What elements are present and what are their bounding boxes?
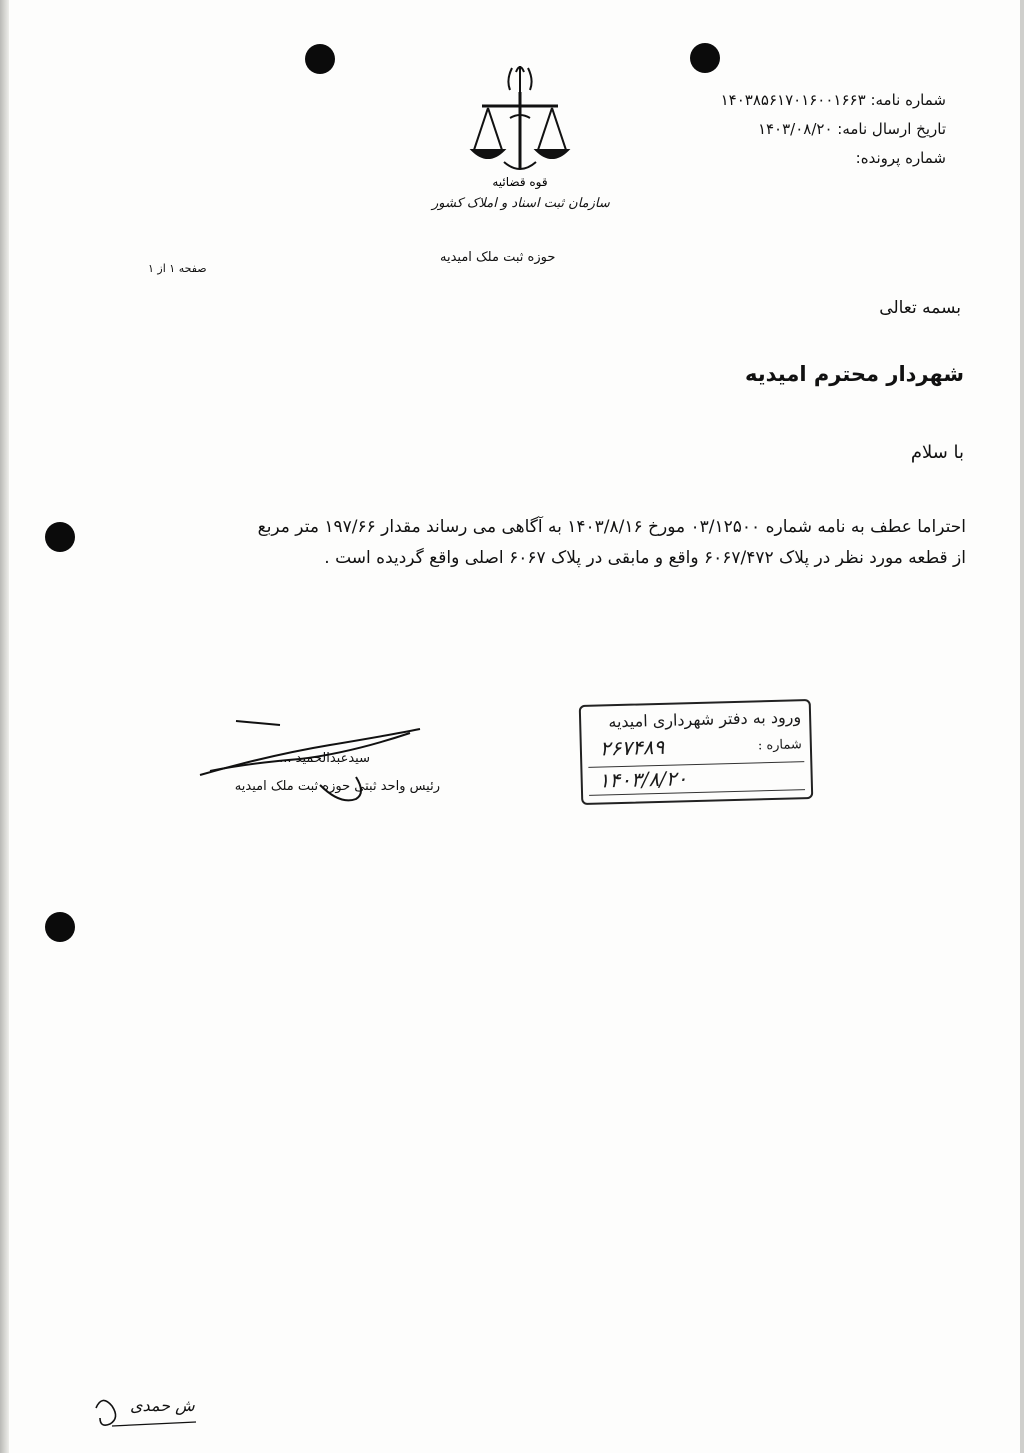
punch-hole [690,43,720,73]
stamp-number-label: شماره : [757,737,803,754]
letter-number-row [721,86,946,115]
judiciary-label: قوه قضائیه [492,175,548,189]
punch-hole [45,912,75,942]
page-indicator: صفحه ۱ از ۱ [148,262,207,275]
judiciary-emblem-icon [460,58,580,218]
file-number-row [721,144,946,173]
punch-hole [45,522,75,552]
signature-block [180,715,440,815]
letter-meta [721,86,946,173]
handwritten-note-text: ش حمدی [130,1396,195,1415]
stamp-title: ورود به دفتر شهرداری امیدیه [608,707,802,732]
registry-org-name: سازمان ثبت اسناد و املاک کشور [432,196,610,211]
punch-hole [305,44,335,74]
send-date-row [721,115,946,144]
recipient-heading: شهردار محترم امیدیه [745,362,964,386]
greeting: با سلام [910,442,964,463]
basmala: بسمه تعالی [879,298,961,318]
office-name: حوزه ثبت ملک امیدیه [440,250,556,265]
signatory-name: سیدعبدالحمید ... [279,751,370,766]
stamp-number: ۲۶۷۴۸۹ [599,734,665,761]
stamp-divider [588,761,804,768]
scan-right-edge [1020,0,1024,1453]
handwritten-note [92,1388,202,1432]
letter-number: ۱۴۰۳۸۵۶۱۷۰۱۶۰۰۱۶۶۳ [720,91,866,109]
letter-body: احتراما عطف به نامه شماره ۰۳/۱۲۵۰۰ مورخ ۱۴۰۳/۸/۱۶ به آگاهی می رساند مقدار ۱۹۷/۶۶ متر مربع از قطعه مورد نظر در پلاک ۶۰۶۷/۴۷۲ واقع و مابقی در پلاک ۶۰۶۷ اصلی واقع گردیده است . [257,517,966,568]
stamp-date: ۱۴۰۳/۸/۲۰ [598,766,688,793]
signatory-title: رئیس واحد ثبتی حوزه ثبت ملک امیدیه [234,779,440,794]
receipt-stamp [579,699,814,805]
scan-left-edge [0,0,9,1453]
send-date: ۱۴۰۳/۰۸/۲۰ [757,120,833,138]
send-date-label: تاریخ ارسال نامه: [837,120,946,138]
letter-number-label: شماره نامه: [870,91,946,109]
file-number-label: شماره پرونده: [855,149,946,167]
